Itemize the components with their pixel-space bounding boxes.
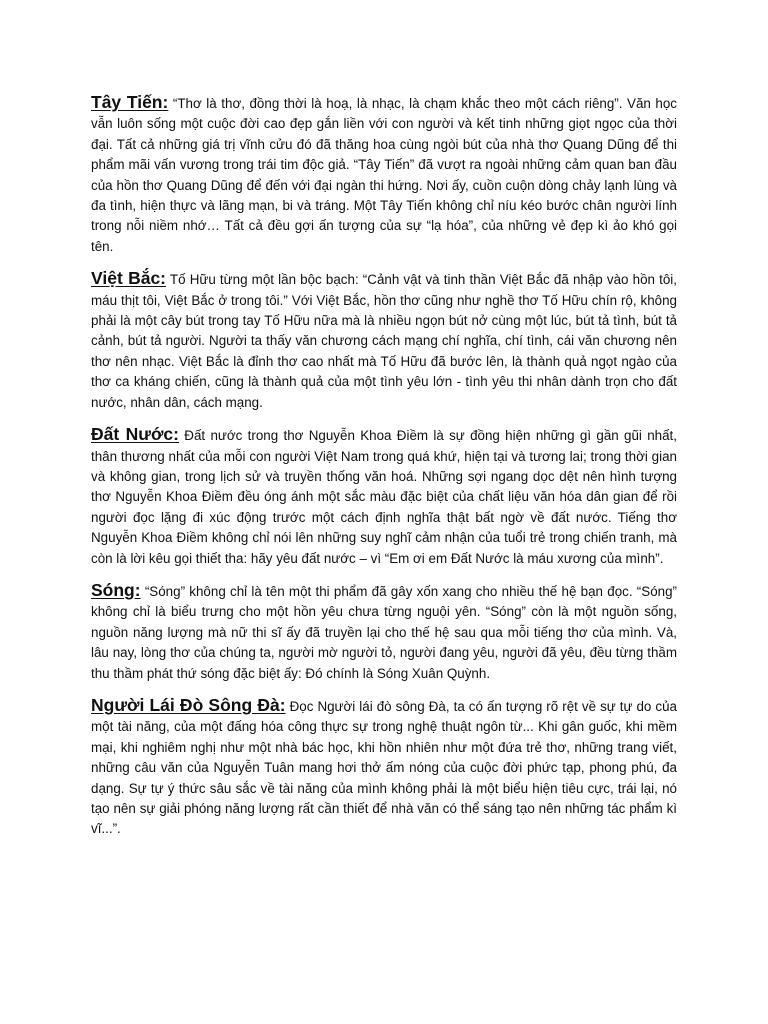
section-heading: Người Lái Đò Sông Đà: xyxy=(91,694,286,715)
section-body: “Thơ là thơ, đồng thời là hoạ, là nhạc, là chạm khắc theo một cách riêng”. Văn học vẫn luôn sống một cuộc đời cao đẹp gắn liền với con người và kết tinh những giọt ngọc của thời đại. Tất cả những giá trị vĩnh cửu đó đã thăng hoa cùng ngòi bút của nhà thơ Quang Dũng để thi phẩm mãi vấn vương trong trái tim độc giả. “Tây Tiến” đã vượt ra ngoài những cảm quan ban đầu của hồn thơ Quang Dũng để đến với đại ngàn thi hứng. Nơi ấy, cuồn cuộn dòng chảy lạnh lùng và đa tình, hiện thực và lãng mạn, bi và tráng. Một Tây Tiến không chỉ níu kéo bước chân người lính trong nỗi niềm nhớ… Tất cả đều gợi ấn tượng của sự “lạ hóa”, của những vẻ đẹp kì ảo khó gọi tên. xyxy=(91,96,677,254)
section-heading: Việt Bắc: xyxy=(91,268,167,289)
section-paragraph xyxy=(91,92,677,257)
section-body: Đất nước trong thơ Nguyễn Khoa Điềm là sự đồng hiện những gì gần gũi nhất, thân thương nhất của mỗi con người Việt Nam trong quá khứ, hiện tại và tương lai; trong thời gian và không gian, trong lịch sử và truyền thống văn hoá. Những sợi ngang dọc dệt nên hình tượng thơ Nguyễn Khoa Điềm đều óng ánh một sắc màu đặc biệt của chất liệu văn hóa dân gian để rồi người đọc lặng đi xúc động trước một cách định nghĩa thật bất ngờ về đất nước. Tiếng thơ Nguyễn Khoa Điềm không chỉ nói lên những suy nghĩ cảm nhận của tuổi trẻ trong chiến tranh, mà còn là lời kêu gọi thiết tha: hãy yêu đất nước – vì “Em ơi em Đất Nước là máu xương của mình”. xyxy=(91,428,677,566)
section-tay-tien xyxy=(91,92,677,257)
section-heading: Sóng: xyxy=(91,579,141,600)
section-viet-bac xyxy=(91,268,677,413)
section-paragraph xyxy=(91,695,677,840)
section-heading: Đất Nước: xyxy=(91,424,179,445)
section-heading: Tây Tiến: xyxy=(91,92,169,112)
section-body: Đọc Người lái đò sông Đà, ta có ấn tượng rõ rệt về sự tự do của một tài năng, của một đấng hóa công thực sự trong nghệ thuật ngôn từ... Khi gân guốc, khi mềm mại, khi nghiêm nghị như một nhà bác học, khi hồn nhiên như một đứa trẻ thơ, những trang viết, những câu văn của Nguyễn Tuân mang hơi thở ấm nóng của cuộc đời phức tạp, phong phú, đa dạng. Sự tự ý thức sâu sắc về tài năng của mình không phải là một biểu hiện tiêu cực, trái lại, nó tạo nên sự giải phóng năng lượng rất cần thiết để nhà văn có thể sáng tạo nên những tác phẩm kì vĩ...”. xyxy=(91,698,677,837)
section-body: Tố Hữu từng một lần bộc bạch: “Cảnh vật và tinh thần Việt Bắc đã nhập vào hồn tôi, máu thịt tôi, Việt Bắc ở trong tôi.” Với Việt Bắc, hồn thơ cũng như nghề thơ Tố Hữu chín rộ, không phải là một cây bút trong tay Tố Hữu nữa mà là nhiều ngọn bút nở cùng một lúc, bút tả tình, bút tả cảnh, bút tả người. Người ta thấy văn chương cách mạng chí nghĩa, chí tình, cái văn chương nên thơ nên nhạc. Việt Bắc là đỉnh thơ cao nhất mà Tố Hữu đã bước lên, là thành quả ngọt ngào của thơ ca kháng chiến, cũng là thành quả của một tình yêu lớn - tình yêu thi nhân dành trọn cho đất nước, nhân dân, cách mạng. xyxy=(91,272,677,410)
section-paragraph xyxy=(91,268,677,413)
section-paragraph xyxy=(91,424,677,569)
section-body: “Sóng” không chỉ là tên một thi phẩm đã gây xốn xang cho nhiều thế hệ bạn đọc. “Sóng” không chỉ là biểu trưng cho một hồn yêu chưa từng nguội yên. “Sóng” còn là một nguồn sống, nguồn năng lượng mà nữ thi sĩ ấy đã truyền lại cho thế hệ sau qua mỗi tiếng thơ của mình. Và, lâu nay, lòng thơ của chúng ta, người mờ người tỏ, người đang yêu, người đã yêu, đều từng thầm thu thầm phát thứ sóng đặc biệt ấy: Đó chính là Sóng Xuân Quỳnh. xyxy=(91,583,677,681)
section-nguoi-lai-do-song-da xyxy=(91,695,677,840)
section-song xyxy=(91,580,677,684)
section-dat-nuoc xyxy=(91,424,677,569)
section-paragraph xyxy=(91,580,677,684)
document-page xyxy=(91,92,677,851)
